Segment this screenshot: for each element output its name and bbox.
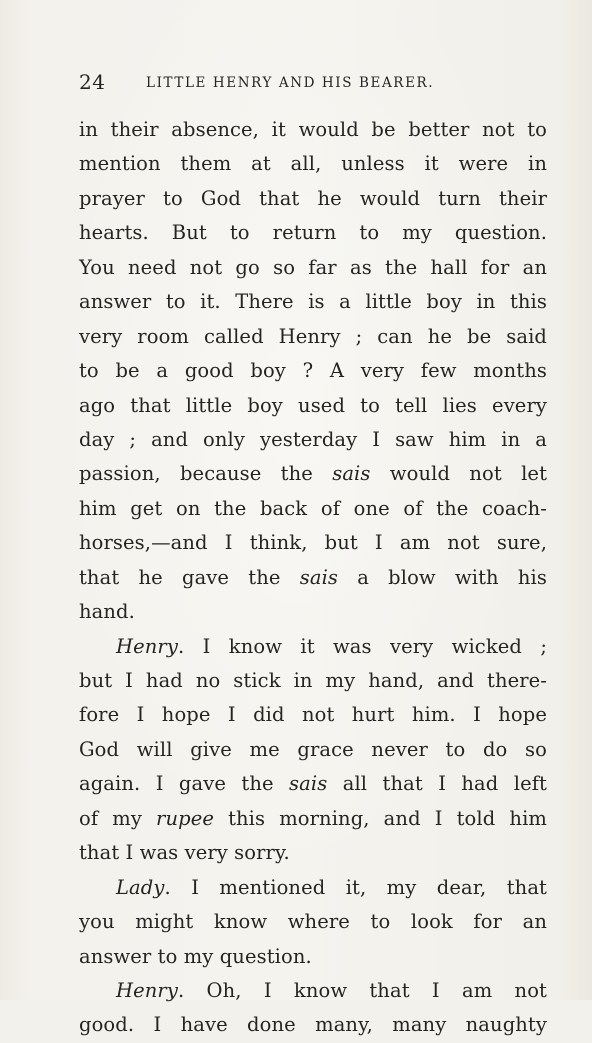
text-line: you might know where to look for an [79, 910, 547, 934]
text-line: but I had no stick in my hand, and there- [79, 669, 547, 692]
text-line: prayer to God that he would turn their [79, 186, 547, 210]
text-line: again. I gave the sais all that I had left [79, 772, 547, 796]
text-line: of my rupee this morning, and I told him [79, 806, 547, 830]
text-line: day ; and only yesterday I saw him in a [79, 427, 547, 451]
page-number: 24 [79, 70, 106, 94]
text-line: Lady. I mentioned it, my dear, that [116, 875, 547, 899]
text-line: You need not go so far as the hall for an [79, 255, 547, 279]
text-line: Henry. I know it was very wicked ; [116, 634, 547, 658]
text-line: God will give me grace never to do so [79, 737, 547, 761]
text-line: answer to it. There is a little boy in this [79, 290, 547, 314]
text-line: ago that little boy used to tell lies every [79, 393, 547, 417]
body-text [79, 113, 547, 1043]
text-line: Henry. Oh, I know that I am not [116, 978, 547, 1002]
text-line: passion, because the sais would not let [79, 462, 547, 486]
running-head [79, 70, 519, 100]
text-line: in their absence, it would be better not to [79, 118, 547, 141]
running-title: LITTLE HENRY AND HIS BEARER. [146, 75, 435, 91]
text-line: horses,—and I think, but I am not sure, [79, 531, 547, 555]
text-line: hand. [79, 600, 135, 624]
text-line: hearts. But to return to my question. [79, 221, 547, 245]
text-line: answer to my question. [79, 944, 312, 968]
text-line: that he gave the sais a blow with his [79, 565, 547, 589]
text-line: good. I have done many, many naughty [79, 1013, 547, 1037]
text-line: very room called Henry ; can he be said [79, 324, 547, 348]
text-line: him get on the back of one of the coach- [79, 496, 547, 520]
text-line: to be a good boy ? A very few months [79, 359, 547, 383]
text-line: mention them at all, unless it were in [79, 152, 547, 176]
text-line: that I was very sorry. [79, 841, 290, 865]
text-line: fore I hope I did not hurt him. I hope [79, 703, 547, 727]
